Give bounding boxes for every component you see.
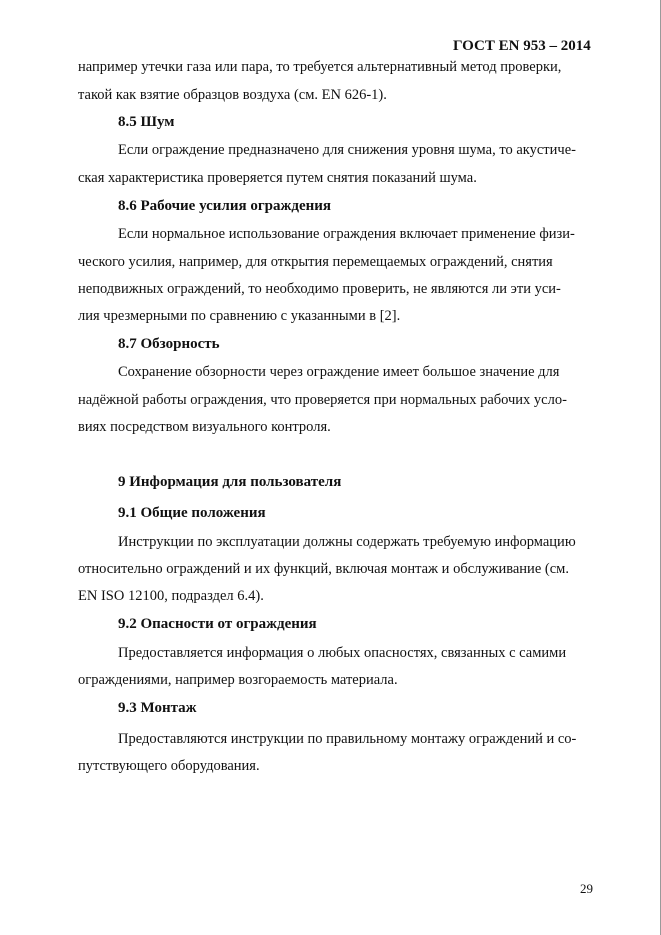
section-8-5-heading: 8.5 Шум <box>118 114 175 130</box>
section-8-7-line-1: Сохранение обзорности через ограждение имеет большое значение для <box>118 364 560 380</box>
section-8-7-line-2: надёжной работы ограждения, что проверяется при нормальных рабочих усло- <box>78 392 567 408</box>
section-8-5-line-2: ская характеристика проверяется путем снятия показаний шума. <box>78 170 477 186</box>
section-8-6-heading: 8.6 Рабочие усилия ограждения <box>118 198 332 214</box>
section-8-6-line-3: неподвижных ограждений, то необходимо проверить, не являются ли эти уси- <box>78 281 561 297</box>
section-9-1-line-3: EN ISO 12100, подраздел 6.4). <box>78 588 264 604</box>
section-9-1-line-1: Инструкции по эксплуатации должны содержать требуемую информацию <box>118 534 576 550</box>
section-9-3-line-2: путствующего оборудования. <box>78 758 260 774</box>
section-9-2-heading: 9.2 Опасности от ограждения <box>118 616 317 632</box>
intro-line-1: например утечки газа или пара, то требуется альтернативный метод проверки, <box>78 59 562 75</box>
section-8-7-line-3: виях посредством визуального контроля. <box>78 419 331 435</box>
section-9-1-line-2: относительно ограждений и их функций, включая монтаж и обслуживание (см. <box>78 561 569 577</box>
section-8-6-line-1: Если нормальное использование ограждения включает применение физи- <box>118 226 575 242</box>
section-8-6-line-2: ческого усилия, например, для открытия перемещаемых ограждений, снятия <box>78 254 553 270</box>
section-9-3-heading: 9.3 Монтаж <box>118 700 197 716</box>
section-8-7-heading: 8.7 Обзорность <box>118 336 220 352</box>
section-9-3-line-1: Предоставляются инструкции по правильному монтажу ограждений и со- <box>118 731 577 747</box>
intro-line-2: такой как взятие образцов воздуха (см. EN 626-1). <box>78 87 387 103</box>
section-8-5-line-1: Если ограждение предназначено для снижения уровня шума, то акустиче- <box>118 142 576 158</box>
page-number: 29 <box>580 881 593 896</box>
section-8-6-line-4: лия чрезмерными по сравнению с указанными в [2]. <box>78 308 401 324</box>
section-9-2-line-1: Предоставляется информация о любых опасностях, связанных с самими <box>118 645 567 661</box>
section-9-heading: 9 Информация для пользователя <box>118 474 342 490</box>
section-9-2-line-2: ограждениями, например возгораемость материала. <box>78 672 398 688</box>
section-9-1-heading: 9.1 Общие положения <box>118 505 266 521</box>
document-header: ГОСТ EN 953 – 2014 <box>453 38 591 54</box>
